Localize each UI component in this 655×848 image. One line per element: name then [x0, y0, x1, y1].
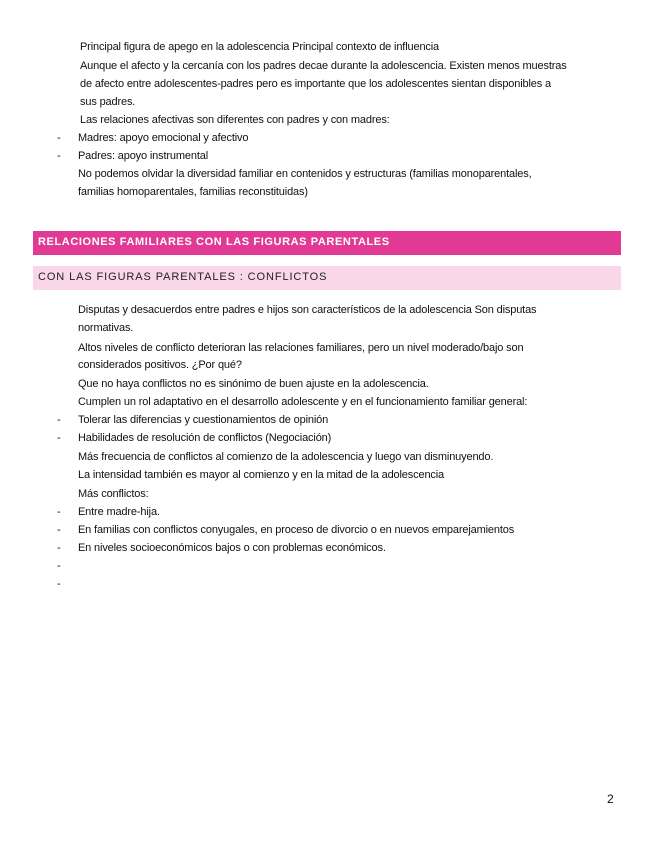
- bullet-dash: -: [57, 132, 61, 144]
- section-heading: RELACIONES FAMILIARES CON LAS FIGURAS PARENTALES: [38, 236, 390, 248]
- text-line: La intensidad también es mayor al comienzo y en la mitad de la adolescencia: [78, 469, 445, 481]
- text-line: de afecto entre adolescentes-padres pero es importante que los adolescentes sientan disponibles a: [80, 78, 551, 90]
- section-heading-bar: [33, 231, 621, 255]
- text-line: Las relaciones afectivas son diferentes con padres y con madres:: [80, 114, 390, 126]
- text-line: Disputas y desacuerdos entre padres e hijos son característicos de la adolescencia Son disputas: [78, 304, 537, 316]
- text-line: Principal figura de apego en la adolescencia Principal contexto de influencia: [80, 41, 440, 53]
- text-line: Más frecuencia de conflictos al comienzo de la adolescencia y luego van disminuyendo.: [78, 451, 494, 463]
- bullet-dash: -: [57, 560, 61, 572]
- text-line: Aunque el afecto y la cercanía con los padres decae durante la adolescencia. Existen menos muestras: [80, 60, 567, 72]
- list-item: Habilidades de resolución de conflictos (Negociación): [78, 432, 332, 444]
- text-line: sus padres.: [80, 96, 136, 108]
- list-item: Entre madre-hija.: [78, 506, 160, 518]
- bullet-dash: -: [57, 506, 61, 518]
- bullet-dash: -: [57, 524, 61, 536]
- bullet-dash: -: [57, 414, 61, 426]
- list-item: En familias con conflictos conyugales, en proceso de divorcio o en nuevos emparejamientos: [78, 524, 515, 536]
- bullet-dash: -: [57, 150, 61, 162]
- bullet-dash: -: [57, 542, 61, 554]
- page-number: 2: [607, 792, 614, 806]
- subsection-heading-bar: [33, 266, 621, 290]
- text-line: Cumplen un rol adaptativo en el desarrollo adolescente y en el funcionamiento familiar general:: [78, 396, 528, 408]
- text-line: normativas.: [78, 322, 134, 334]
- bullet-dash: -: [57, 578, 61, 590]
- text-line: Altos niveles de conflicto deterioran las relaciones familiares, pero un nivel moderado/bajo son: [78, 342, 524, 354]
- subsection-heading: CON LAS FIGURAS PARENTALES : CONFLICTOS: [38, 271, 328, 283]
- list-item: Madres: apoyo emocional y afectivo: [78, 132, 249, 144]
- text-line: familias homoparentales, familias reconstituidas): [78, 186, 308, 198]
- text-line: Que no haya conflictos no es sinónimo de buen ajuste en la adolescencia.: [78, 378, 429, 390]
- list-item: En niveles socioeconómicos bajos o con problemas económicos.: [78, 542, 386, 554]
- list-item: Tolerar las diferencias y cuestionamientos de opinión: [78, 414, 329, 426]
- text-line: No podemos olvidar la diversidad familiar en contenidos y estructuras (familias monoparentales,: [78, 168, 532, 180]
- text-line: Más conflictos:: [78, 488, 149, 500]
- list-item: Padres: apoyo instrumental: [78, 150, 209, 162]
- text-line: considerados positivos. ¿Por qué?: [78, 359, 242, 371]
- bullet-dash: -: [57, 432, 61, 444]
